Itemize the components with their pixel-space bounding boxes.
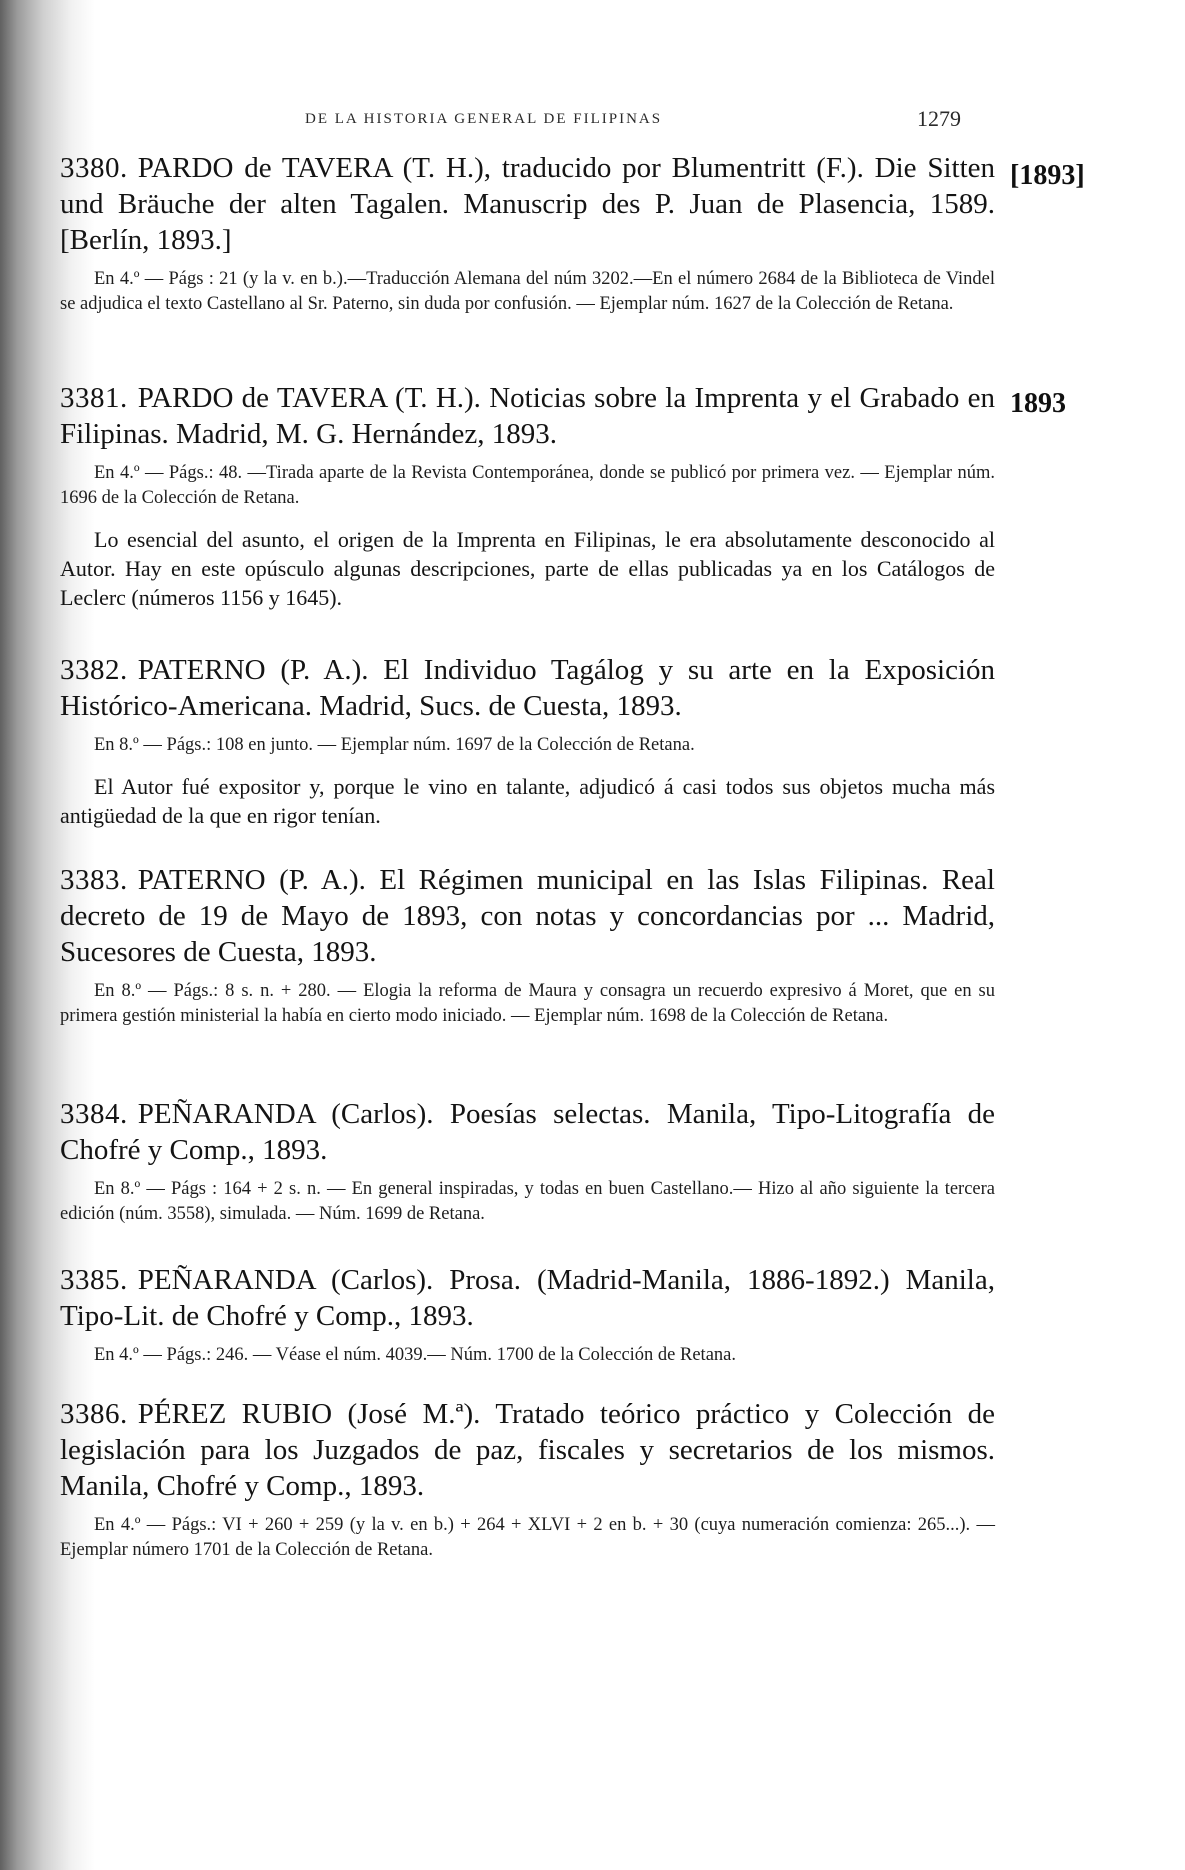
entry-title: PARDO de TAVERA (T. H.), traducido por Blumentritt (F.). Die Sitten und Bräuche der alten Tagalen. Manuscrip des P. Juan de Plasencia, 1589. [Berlín, 1893.] [60,152,995,256]
catalog-entry [60,862,995,1029]
entry-title: PATERNO (P. A.). El Régimen municipal en las Islas Filipinas. Real decreto de 19 de Mayo de 1893, con notas y concordancias por ... Madrid, Sucesores de Cuesta, 1893. [60,864,995,968]
running-head: DE LA HISTORIA GENERAL DE FILIPINAS [305,111,663,127]
entry-title: PARDO de TAVERA (T. H.). Noticias sobre la Imprenta y el Grabado en Filipinas. Madrid, M. G. Hernández, 1893. [60,382,995,450]
entry-year-margin: 1893 [1010,388,1066,419]
entry-note: En 8.º — Págs : 164 + 2 s. n. — En general inspiradas, y todas en buen Castellano.— Hizo al año siguiente la tercera edición (núm. 3558), simulada. — Núm. 1699 de Retana. [60,1179,995,1224]
entry-number: 3380. [60,152,128,184]
entry-title: PEÑARANDA (Carlos). Poesías selectas. Manila, Tipo-Litografía de Chofré y Comp., 1893. [60,1098,995,1166]
entry-title: PÉREZ RUBIO (José M.ª). Tratado teórico práctico y Colección de legislación para los Juzgados de paz, fiscales y secretarios de los mismos. Manila, Chofré y Comp., 1893. [60,1398,995,1502]
entry-note: En 4.º — Págs : 21 (y la v. en b.).—Traducción Alemana del núm 3202.—En el número 2684 de la Biblioteca de Vindel se adjudica el texto Castellano al Sr. Paterno, sin duda por confusión. — Ejemplar núm. 1627 de la Colección de Retana. [60,269,995,314]
entry-note: En 8.º — Págs.: 8 s. n. + 280. — Elogia la reforma de Maura y consagra un recuerdo expresivo á Moret, que en su primera gestión ministerial la había en cierto modo iniciado. — Ejemplar núm. 1698 de la Colección de Retana. [60,981,995,1026]
entry-year-margin: [1893] [1010,160,1085,191]
entry-title: PEÑARANDA (Carlos). Prosa. (Madrid-Manila, 1886-1892.) Manila, Tipo-Lit. de Chofré y Comp., 1893. [60,1264,995,1332]
entry-number: 3386. [60,1398,128,1430]
entry-title: PATERNO (P. A.). El Individuo Tagálog y su arte en la Exposición Histórico-Americana. Madrid, Sucs. de Cuesta, 1893. [60,654,995,722]
entry-title-line [60,1396,995,1504]
entry-title-line [60,1096,995,1168]
entry-number: 3383. [60,864,128,896]
entry-note: En 4.º — Págs.: 246. — Véase el núm. 4039.— Núm. 1700 de la Colección de Retana. [94,1345,736,1365]
entry-number: 3384. [60,1098,128,1130]
entry-number: 3385. [60,1264,128,1296]
entry-note: En 4.º — Págs.: 48. —Tirada aparte de la Revista Contemporánea, donde se publicó por primera vez. — Ejemplar núm. 1696 de la Colección de Retana. [60,463,995,508]
catalog-entry [60,1262,995,1368]
catalog-entry [60,1396,995,1563]
entry-note: En 4.º — Págs.: VI + 260 + 259 (y la v. en b.) + 264 + XLVI + 2 en b. + 30 (cuya numeración comienza: 265...). — Ejemplar número 1701 de la Colección de Retana. [60,1515,995,1560]
entry-title-line [60,150,995,258]
entry-title-line [60,380,995,452]
entry-title-line [60,652,995,724]
entry-title-line [60,1262,995,1334]
entry-commentary: El Autor fué expositor y, porque le vino en talante, adjudicó á casi todos sus objetos mucha más antigüedad de la que en rigor tenían. [60,774,995,828]
catalog-entry [60,150,995,317]
catalog-entry [60,652,995,830]
catalog-entry [60,380,995,612]
entry-number: 3381. [60,382,128,414]
page-number: 1279 [917,106,961,131]
entry-note: En 8.º — Págs.: 108 en junto. — Ejemplar núm. 1697 de la Colección de Retana. [94,735,695,755]
catalog-entry [60,1096,995,1227]
entry-commentary: Lo esencial del asunto, el origen de la Imprenta en Filipinas, le era absolutamente desconocido al Autor. Hay en este opúsculo algunas descripciones, parte de ellas publicadas ya en los Catálogos de Leclerc (números 1156 y 1645). [60,527,995,610]
entry-number: 3382. [60,654,128,686]
entry-title-line [60,862,995,970]
